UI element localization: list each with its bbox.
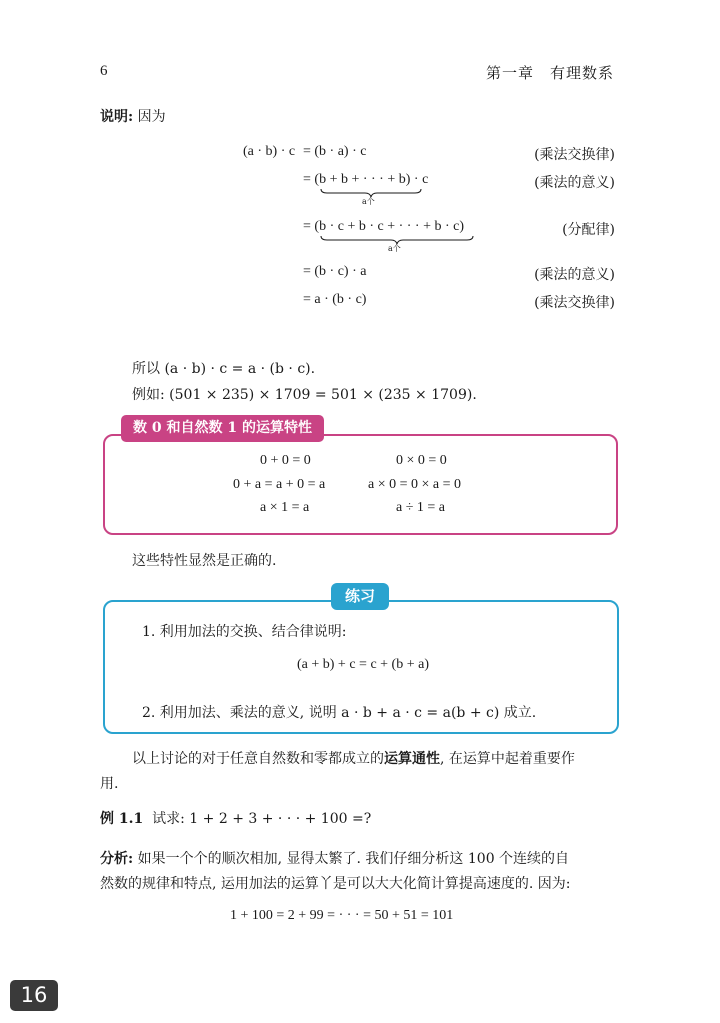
page-number: 6: [100, 63, 108, 79]
step3-tail: ): [459, 219, 465, 234]
properties-note: 这些特性显然是正确的.: [132, 553, 277, 569]
example-text: 例如: (501 × 235) × 1709 = 501 × (235 × 1709).: [132, 387, 477, 403]
underbrace-2-label: a个: [388, 244, 401, 253]
analysis-text-1: 如果一个个的顺次相加, 显得太繁了. 我们仔细分析这 100 个连续的自: [137, 851, 570, 867]
chapter-title: 第一章 有理数系: [485, 64, 614, 82]
properties-box: [103, 434, 618, 535]
property-left-3: a × 1 = a: [260, 500, 310, 515]
property-left-1: 0 + 0 = 0: [260, 453, 311, 468]
explanation-intro: 因为: [137, 109, 166, 125]
property-right-1: 0 × 0 = 0: [396, 453, 447, 468]
derivation-reason-3: (分配律): [562, 222, 615, 238]
derivation-step-2: = (b + b + · · · + b) · c: [303, 172, 429, 187]
derivation-reason-2: (乘法的意义): [534, 175, 615, 191]
paragraph-text: 以上讨论的对于任意自然数和零都成立的: [132, 751, 384, 767]
conclusion-text: 所以 (a · b) · c = a · (b · c).: [132, 361, 316, 377]
derivation-reason-4: (乘法的意义): [534, 267, 615, 283]
derivation-reason-1: (乘法交换律): [534, 147, 615, 163]
example-1-1-label: 例 1.1: [100, 811, 144, 827]
derivation-reason-5: (乘法交换律): [534, 295, 615, 311]
analysis-label: 分析:: [100, 851, 134, 867]
paragraph-line-1: [132, 748, 575, 768]
explanation-label: 说明:: [100, 109, 134, 125]
underbrace-1-label: a个: [362, 197, 375, 206]
derivation-lhs: (a · b) · c: [243, 144, 296, 159]
derivation-step-3: = (b · c + b · c + · · · + b · c): [303, 219, 465, 234]
exercise-item-1-formula: (a + b) + c = c + (b + a): [297, 657, 429, 672]
example-1-1: [100, 808, 371, 828]
property-left-2: 0 + a = a + 0 = a: [233, 477, 326, 492]
exercise-item-1: 1. 利用加法的交换、结合律说明:: [142, 624, 347, 640]
analysis-line-2: 然数的规律和特点, 运用加法的运算丫是可以大大化简计算提高速度的. 因为:: [100, 876, 571, 892]
step2-inner: b + b + · · · + b: [319, 172, 406, 187]
derivation-step-1: = (b · a) · c: [303, 144, 367, 159]
property-right-2: a × 0 = 0 × a = 0: [368, 477, 462, 492]
property-right-3: a ÷ 1 = a: [396, 500, 446, 515]
analysis-formula: 1 + 100 = 2 + 99 = · · · = 50 + 51 = 101: [230, 908, 454, 923]
step3-inner: b · c + b · c + · · · + b · c: [319, 219, 460, 234]
paragraph-bold-term: 运算通性: [384, 751, 440, 767]
page-badge: 16: [10, 980, 58, 1011]
paragraph-text-after: , 在运算中起着重要作: [440, 751, 575, 767]
derivation-step-4: = (b · c) · a: [303, 264, 367, 279]
example-1-1-text: 试求: 1 + 2 + 3 + · · · + 100 =?: [152, 811, 372, 827]
exercise-box-title: 练习: [331, 583, 389, 610]
properties-box-title: 数 0 和自然数 1 的运算特性: [121, 415, 324, 442]
exercise-item-2: 2. 利用加法、乘法的意义, 说明 a · b + a · c = a(b + c) 成立.: [142, 705, 537, 721]
paragraph-line-2: 用.: [100, 776, 119, 792]
explanation-heading: [100, 106, 166, 126]
derivation-step-5: = a · (b · c): [303, 292, 367, 307]
analysis-line-1: [100, 848, 569, 868]
step2-tail: ) · c: [405, 172, 429, 187]
